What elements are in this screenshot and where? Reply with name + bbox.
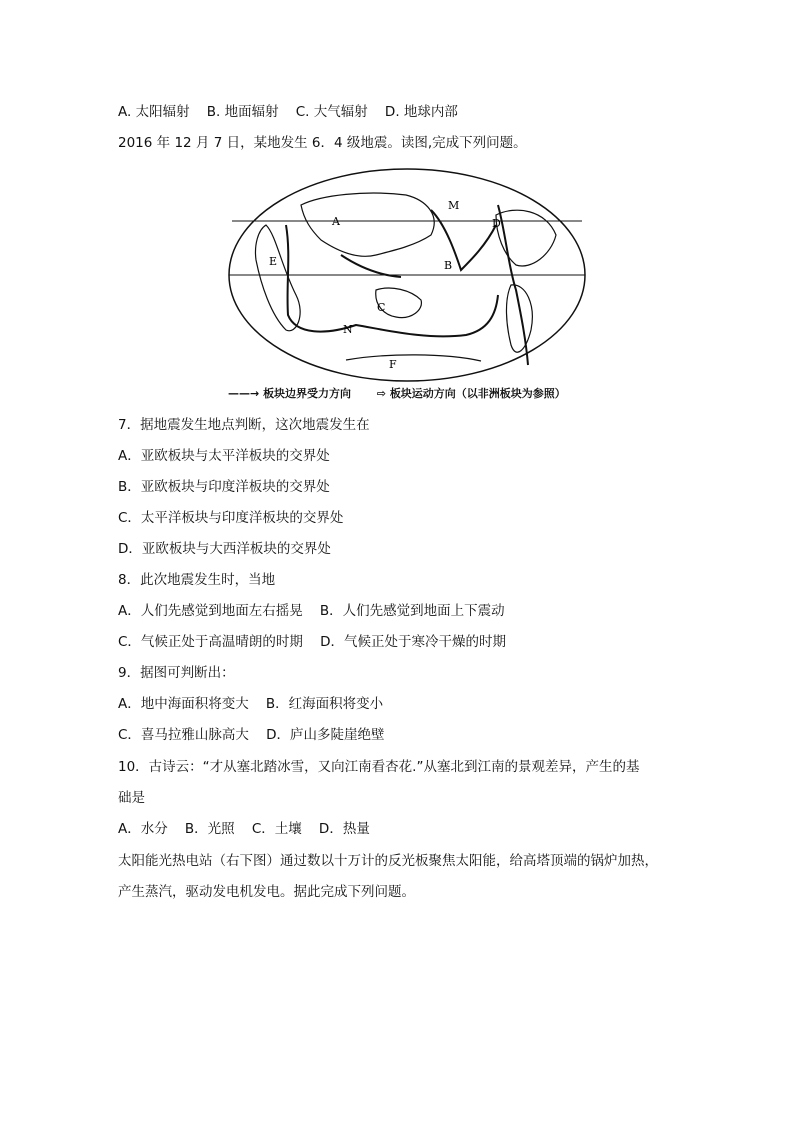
q7-option-b: B．亚欧板块与印度洋板块的交界处 [118,479,330,495]
q10-options: A．水分 B．光照 C．土壤 D．热量 [118,821,370,837]
q7-option-c: C．太平洋板块与印度洋板块的交界处 [118,510,344,526]
plate-map-drawing [226,165,588,385]
q8-options-cd: C．气候正处于高温晴朗的时期 D．气候正处于寒冷干燥的时期 [118,634,506,650]
earthquake-intro: 2016 年 12 月 7 日，某地发生 6．4 级地震。读图,完成下列问题。 [118,135,527,151]
q7-stem: 7．据地震发生地点判断，这次地震发生在 [118,417,370,433]
q7-option-d: D．亚欧板块与大西洋板块的交界处 [118,541,331,557]
q10-stem-line2: 础是 [118,790,145,806]
plate-label-e: E [269,255,278,268]
motion-arrow-icon: ⇨ [376,386,386,400]
q10-stem-line1: 10．古诗云：“才从塞北踏冰雪，又向江南看杏花.”从塞北到江南的景观差异，产生的基 [118,759,640,775]
plate-label-n: N [343,323,353,336]
plate-label-a: A [332,215,340,228]
q9-stem: 9．据图可判断出： [118,665,235,681]
q9-options-cd: C．喜马拉雅山脉高大 D．庐山多陡崖绝壁 [118,727,385,743]
plate-label-b: B [444,259,453,272]
plate-map [226,165,588,405]
q7-option-a: A．亚欧板块与太平洋板块的交界处 [118,448,330,464]
plate-label-f: F [389,358,397,371]
plate-label-c: C [377,301,386,314]
solar-intro-line2: 产生蒸汽，驱动发电机发电。据此完成下列问题。 [118,884,415,900]
q8-options-ab: A．人们先感觉到地面左右摇晃 B．人们先感觉到地面上下震动 [118,603,505,619]
map-legend [228,385,588,401]
legend-boundary-text: 板块边界受力方向 [263,387,352,400]
prev-question-options: A. 太阳辐射 B. 地面辐射 C. 大气辐射 D. 地球内部 [118,104,458,120]
boundary-arrow-icon: ——→ [228,386,260,400]
plate-label-d: D [492,217,501,230]
q8-stem: 8．此次地震发生时，当地 [118,572,276,588]
plate-label-m: M [448,199,460,212]
legend-motion-text: 板块运动方向（以非洲板块为参照） [389,387,566,400]
solar-intro-line1: 太阳能光热电站（右下图）通过数以十万计的反光板聚焦太阳能，给高塔顶端的锅炉加热， [118,853,658,869]
q9-options-ab: A．地中海面积将变大 B．红海面积将变小 [118,696,384,712]
